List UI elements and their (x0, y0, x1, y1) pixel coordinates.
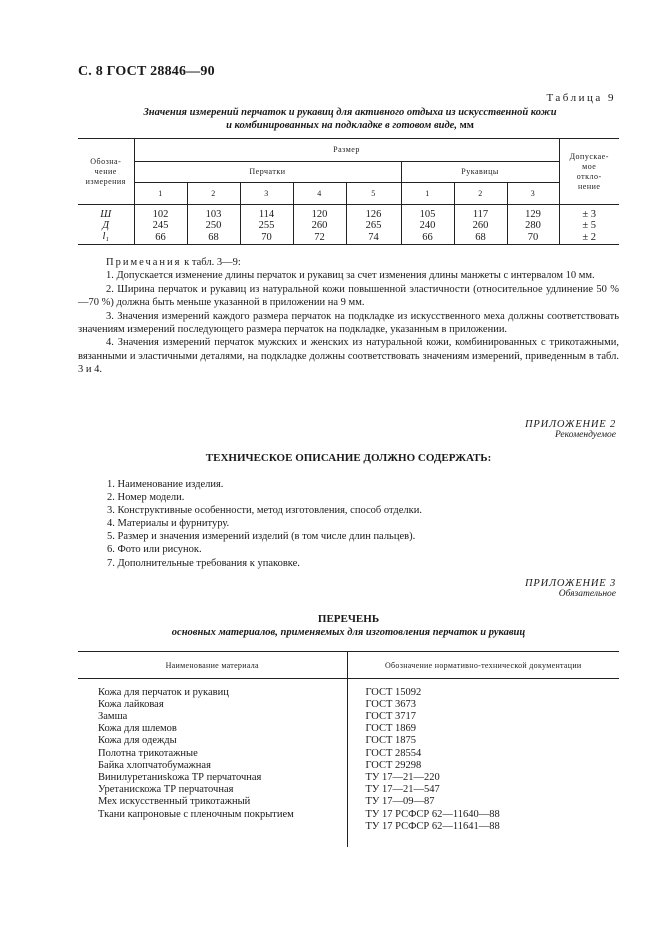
appendix2-heading: ТЕХНИЧЕСКОЕ ОПИСАНИЕ ДОЛЖНО СОДЕРЖАТЬ: (205, 452, 492, 464)
col-tol-l4: нение (578, 181, 601, 191)
material-cell: Уретанискожа ТР перчаточная (98, 784, 234, 796)
material-cell: Кожа лайковая (98, 698, 164, 710)
cell: 265 (346, 220, 401, 231)
measurements-table (78, 138, 619, 245)
material-cell: Мех искусственный трикотажный (98, 796, 251, 808)
col-mittens-header: Рукавицы (401, 162, 559, 183)
cell: ± 2 (559, 231, 619, 245)
mitten-size-1: 1 (401, 183, 454, 205)
doc-cell: ТУ 17—21—220 (347, 772, 619, 784)
table1-unit: мм (459, 120, 474, 131)
cell: 255 (240, 220, 293, 231)
col-designation-l2: чение (94, 166, 117, 176)
cell: 70 (507, 231, 559, 245)
list-item: 4. Материалы и фурнитуру. (107, 518, 230, 530)
list-item: 1. Наименование изделия. (107, 479, 224, 490)
notes-block (78, 256, 619, 377)
cell: 72 (293, 231, 346, 245)
list-item: 7. Дополнительные требования к упаковке. (107, 557, 300, 569)
table-row (78, 220, 619, 231)
cell: 126 (346, 209, 401, 220)
appendix3-status: Обязательное (558, 589, 616, 599)
table-number: Таблица 9 (546, 92, 616, 104)
cell: 240 (401, 220, 454, 231)
material-cell: Кожа для перчаток и рукавиц (98, 686, 229, 698)
note-item: 2. Ширина перчаток и рукавиц из натуральной кожи повышенной эластичности (относительное удлинение 50 %—70 %) должна быть меньше указанной в приложении на 9 мм. (78, 283, 619, 309)
doc-cell: ТУ 17 РСФСР 62—11640—88 (347, 809, 619, 821)
doc-cell: ГОСТ 3717 (347, 711, 619, 723)
page-header: С. 8 ГОСТ 28846—90 (78, 64, 215, 79)
cell: 260 (454, 220, 507, 231)
col-designation-l3: измерения (85, 176, 126, 186)
cell: 66 (401, 231, 454, 245)
doc-cell: ТУ 17—09—87 (347, 796, 619, 808)
table1-title (80, 106, 620, 132)
row-label: Ш (100, 208, 112, 220)
notes-heading-rest: к табл. 3—9: (184, 257, 241, 268)
cell: 68 (454, 231, 507, 245)
table-row (78, 796, 619, 808)
glove-size-3: 3 (240, 183, 293, 205)
doc-cell: ГОСТ 28554 (347, 748, 619, 760)
doc-cell: ГОСТ 1869 (347, 723, 619, 735)
cell: 66 (134, 231, 187, 245)
col-designation-header (78, 139, 134, 205)
table-row (78, 809, 619, 821)
doc-cell: ГОСТ 29298 (347, 760, 619, 772)
table-row (78, 231, 619, 245)
glove-size-5: 5 (346, 183, 401, 205)
list-item: 5. Размер и значения измерений изделий (в том числе длин пальцев). (107, 531, 416, 543)
material-cell: Замша (98, 710, 128, 722)
appendix2-status: Рекомендуемое (554, 430, 616, 440)
doc-cell: ГОСТ 1875 (347, 735, 619, 747)
appendix3-title: ПЕРЕЧЕНЬ (317, 613, 380, 625)
cell: 105 (401, 209, 454, 220)
material-cell: Полотна трикотажные (98, 747, 198, 759)
notes-heading-word: Примечания (106, 257, 182, 268)
doc-cell: ТУ 17 РСФСР 62—11641—88 (347, 821, 619, 847)
material-cell: Винилуретаниskожа ТР перчаточная (98, 771, 262, 783)
table-row (78, 748, 619, 760)
appendix3-number: ПРИЛОЖЕНИЕ 3 (525, 578, 616, 589)
table-row (78, 711, 619, 723)
cell: 102 (134, 209, 187, 220)
col-tol-l3: откло- (576, 171, 602, 181)
cell: 245 (134, 220, 187, 231)
table-row (78, 687, 619, 699)
cell: 260 (293, 220, 346, 231)
material-cell: Кожа для одежды (98, 735, 177, 747)
materials-table (78, 651, 619, 847)
appendix2-number: ПРИЛОЖЕНИЕ 2 (525, 419, 616, 430)
cell: 114 (240, 209, 293, 220)
doc-cell: ГОСТ 15092 (347, 687, 619, 699)
table-row (78, 723, 619, 735)
col-tol-l1: Допускае- (569, 151, 609, 161)
doc-cell: ГОСТ 3673 (347, 699, 619, 711)
cell: 120 (293, 209, 346, 220)
material-cell: Ткани капроновые с пленочным покрытием (98, 808, 294, 820)
table-row (78, 821, 619, 847)
material-cell: Байка хлопчатобумажная (98, 759, 211, 771)
glove-size-2: 2 (187, 183, 240, 205)
table-row (78, 772, 619, 784)
table-row (78, 760, 619, 772)
table-row (78, 209, 619, 220)
material-cell (78, 821, 347, 847)
cell: 250 (187, 220, 240, 231)
list-item: 3. Конструктивные особенности, метод изготовления, способ отделки. (107, 505, 422, 517)
row-label: l₁ (78, 231, 134, 245)
glove-size-1: 1 (134, 183, 187, 205)
cell: 68 (187, 231, 240, 245)
col-size-header: Размер (134, 139, 559, 162)
table-row (78, 735, 619, 747)
table1-title-line1: Значения измерений перчаток и рукавиц для активного отдыха из искусственной кожи (143, 107, 557, 118)
table-row (78, 784, 619, 796)
table1-title-line2: и комбинированных на подкладке в готовом виде, мм (226, 120, 474, 131)
cell: 280 (507, 220, 559, 231)
col-gloves-header: Перчатки (134, 162, 401, 183)
cell: 74 (346, 231, 401, 245)
col-designation-l1: Обозна- (90, 156, 122, 166)
appendix3-label (525, 578, 616, 600)
cell: ± 5 (559, 220, 619, 231)
doc-cell: ТУ 17—21—547 (347, 784, 619, 796)
col-tolerance-header (559, 139, 619, 205)
row-label: Д (102, 219, 110, 231)
glove-size-4: 4 (293, 183, 346, 205)
appendix2-list (107, 478, 422, 570)
material-cell: Кожа для шлемов (98, 723, 177, 735)
col-doc-header: Обозначение нормативно-технической документации (347, 652, 619, 679)
mitten-size-3: 3 (507, 183, 559, 205)
col-tol-l2: мое (582, 161, 597, 171)
appendix3-subtitle: основных материалов, применяемых для изготовления перчаток и рукавиц (171, 627, 526, 638)
cell: 103 (187, 209, 240, 220)
cell: ± 3 (559, 209, 619, 220)
appendix2-label (525, 419, 616, 441)
note-item: 3. Значения измерений каждого размера перчаток на подкладке из искусственного меха должны соответствовать значениям измерений последующего размера перчаток на подкладке, указанным в приложении. (78, 310, 619, 336)
mitten-size-2: 2 (454, 183, 507, 205)
list-item: 2. Номер модели. (107, 492, 185, 504)
note-item: 1. Допускается изменение длины перчаток и рукавиц за счет изменения длины манжеты с интервалом 10 мм. (106, 270, 595, 282)
table-row (78, 699, 619, 711)
cell: 129 (507, 209, 559, 220)
notes-heading (78, 256, 619, 269)
col-material-header: Наименование материала (78, 652, 347, 679)
list-item: 6. Фото или рисунок. (107, 544, 202, 556)
cell: 117 (454, 209, 507, 220)
cell: 70 (240, 231, 293, 245)
note-item: 4. Значения измерений перчаток мужских и женских из натуральной кожи, комбинированных с трикотажными, вязанными и эластичными деталями, на подкладке должны соответствовать значениям измерений, приведенным в табл. 3 и 4. (78, 337, 619, 376)
